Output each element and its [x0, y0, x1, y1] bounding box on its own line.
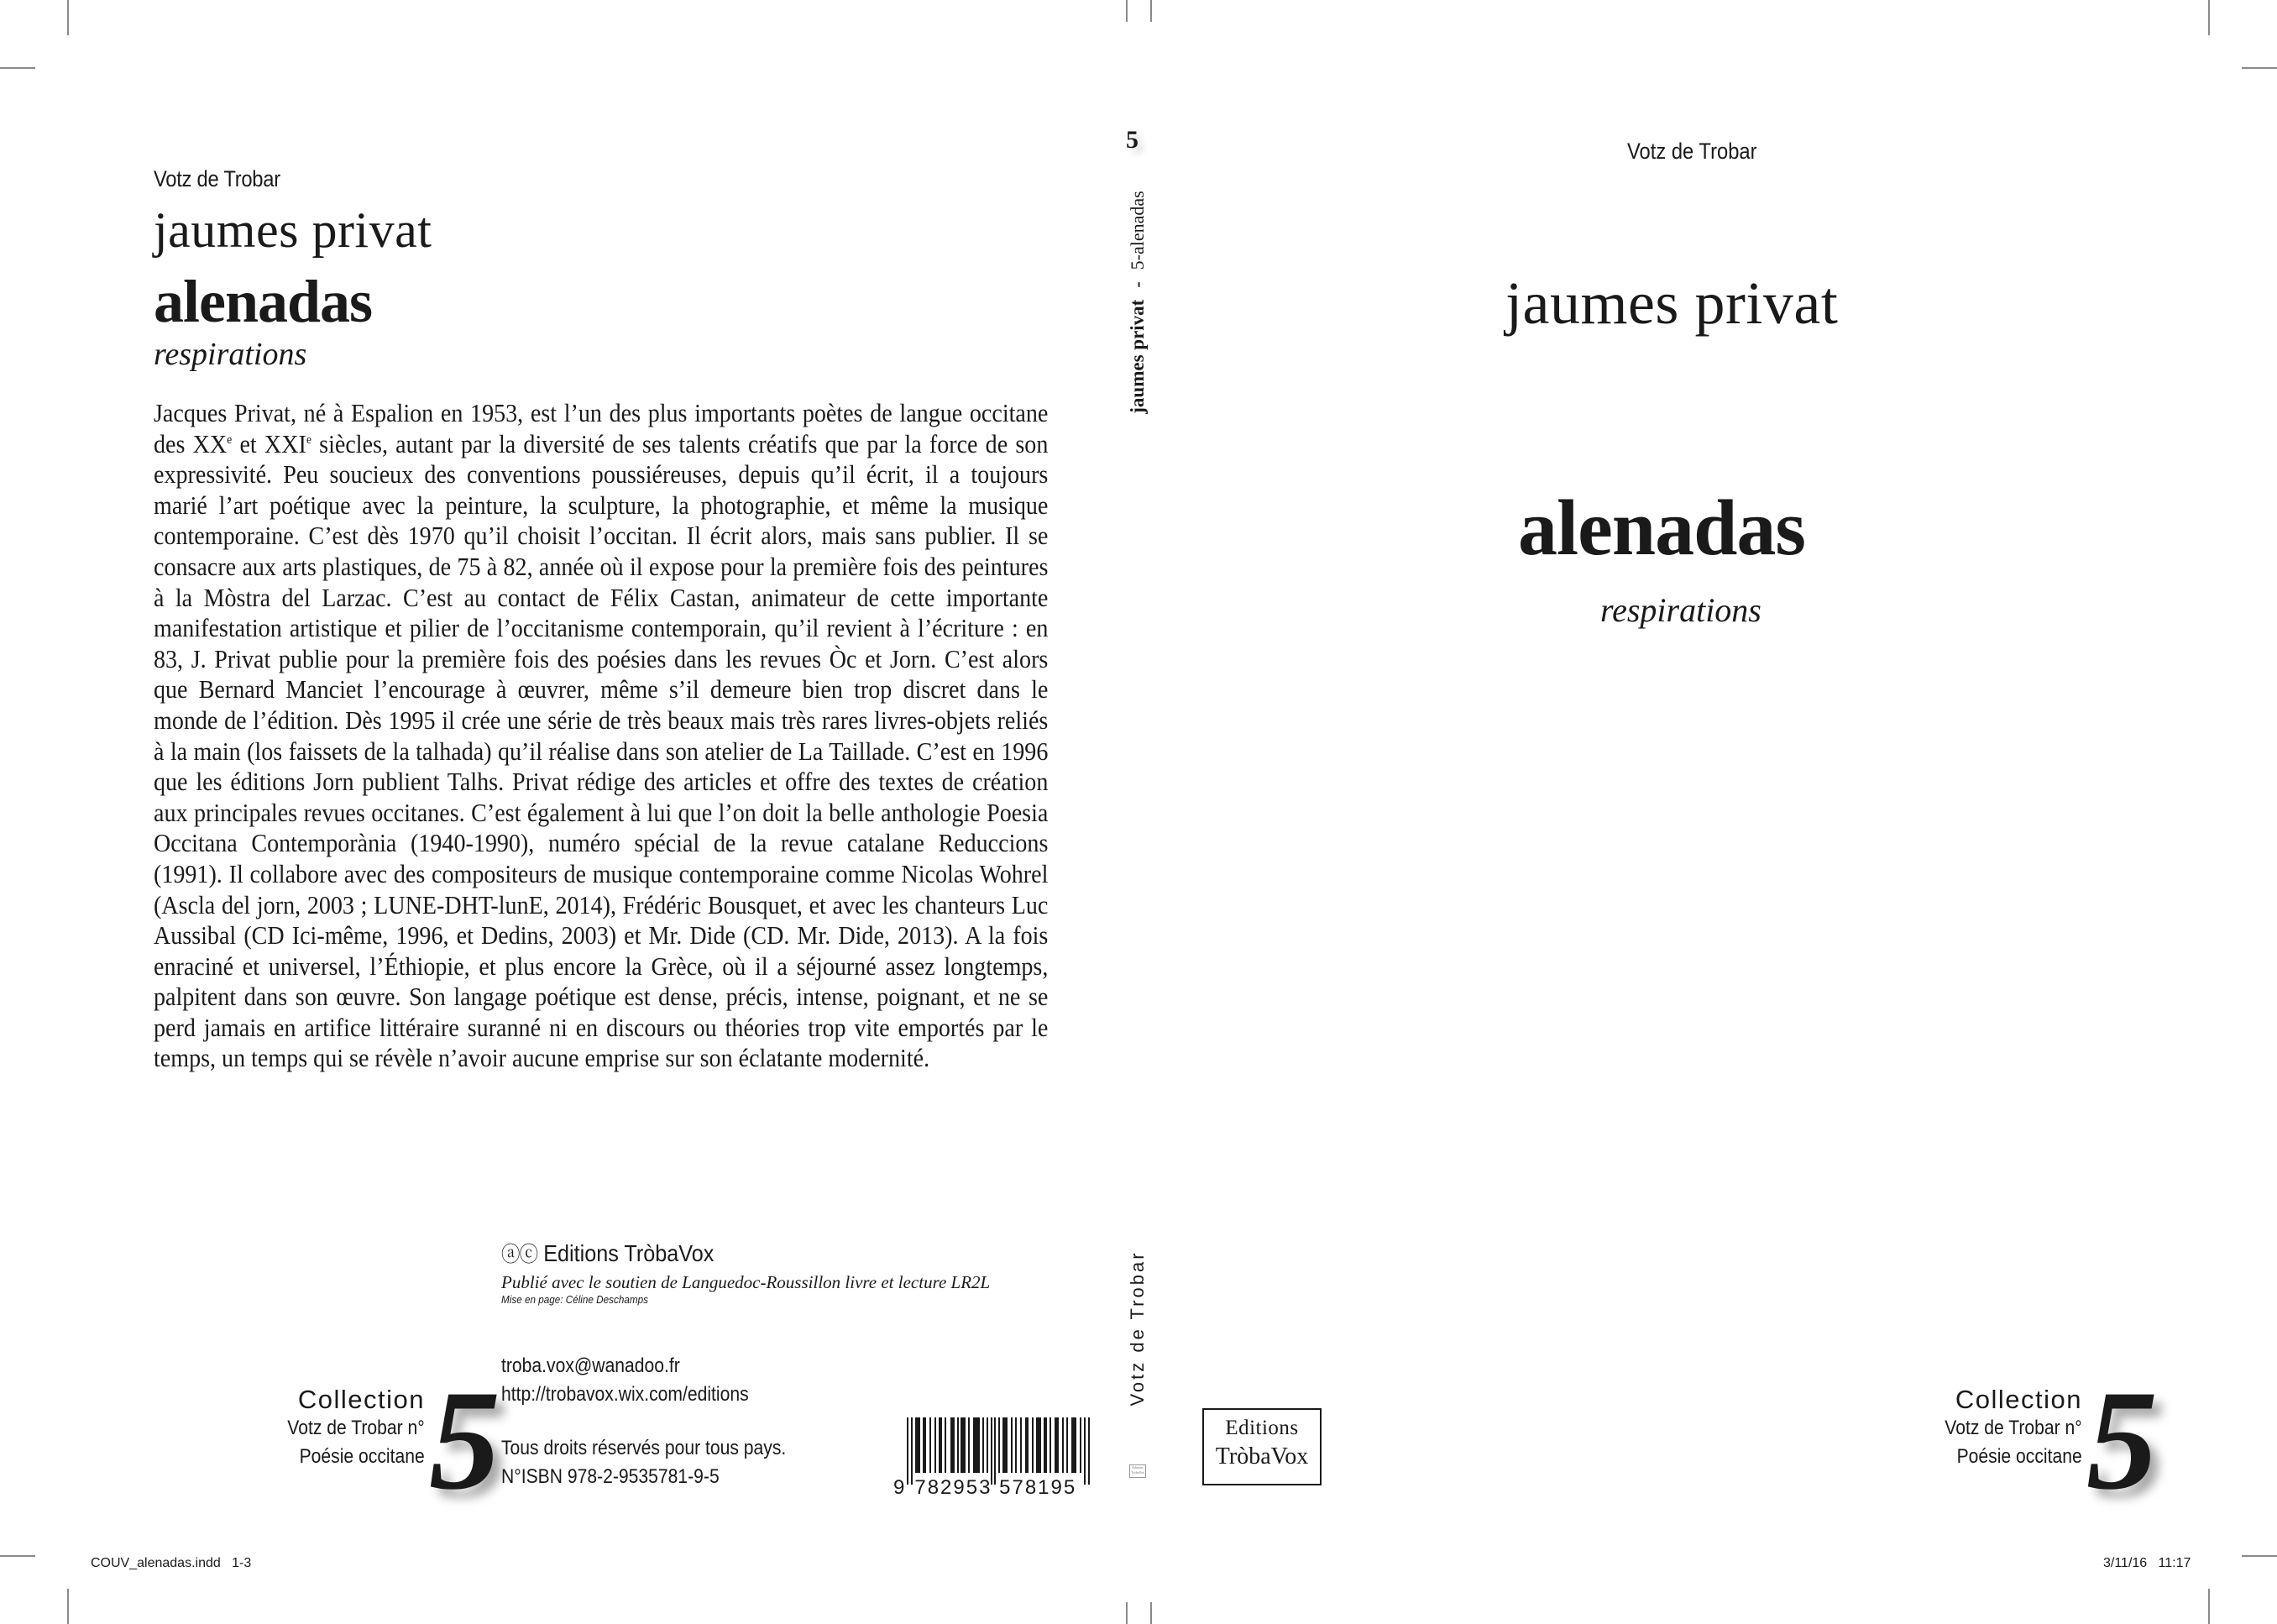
- copyleft-copyright-icon: ⓐⓒ: [501, 1244, 538, 1266]
- back-book-subtitle: respirations: [154, 337, 307, 372]
- collection-title: Collection: [297, 1385, 425, 1414]
- bio-text-part: et XXI: [232, 429, 306, 458]
- front-book-subtitle: respirations: [1600, 591, 1761, 629]
- collection-number: 5: [2086, 1361, 2158, 1519]
- crop-mark-bottom-left-horizontal: [0, 1555, 35, 1557]
- back-book-title: alenadas: [154, 268, 373, 335]
- spine-author: jaumes privat: [1127, 299, 1148, 414]
- author-biography: [154, 398, 1048, 1074]
- crop-mark-top-right-vertical: [2208, 0, 2210, 35]
- crop-mark-top-right-horizontal: [2242, 67, 2277, 69]
- back-series-label: Votz de Trobar: [154, 166, 280, 191]
- bio-text-part: siècles, autant par la diversité de ses talents créatifs que par la force de son expressivité. Peu soucieux des conventions poussiéreuses, depuis qu’il écrit, il a toujours marié l’art poétique avec la peinture, la sculpture, la photographie, et même la musique contemporaine. C’est dès 1970 qu’il choisit l’occitan. Il écrit alors, mais sans publier. Il se consacre aux arts plastiques, de 75 à 82, année où il expose pour la première fois des peintures à la Mòstra del Larzac. C’est au contact de Félix Castan, animateur de cette importante manifestation artistique et pilier de l’occitanisme contemporain, qu’il revient à l’écriture : en 83, J. Privat publie pour la première fois des poésies dans les revues Òc et Jorn. C’est alors que Bernard Manciet l’encourage à œuvrer, même s’il demeure bien trop discret dans le monde de l’édition. Dès 1995 il crée une série de très beaux mais très rares livres-objets reliés à la main (los faissets de la talhada) qu’il réalise dans son atelier de La Taillade. C’est en 1996 que les éditions Jorn publient Talhs. Privat rédige des articles et offre des textes de création aux principales revues occitanes. C’est également à lui que l’on doit la belle anthologie Poesia Occitana Contemporània (1940-1990), numéro spécial de la revue catalane Reduccions (1991). Il collabore avec des compositeurs de musique contemporaine comme Nicolas Wohrel (Ascla del jorn, 2003 ; LUNE-DHT-lunE, 2014), Frédéric Bousquet, et avec les chanteurs Luc Aussibal (CD Ici-même, 1996, et Dedins, 2003) et Mr. Dide (CD. Mr. Dide, 2013). A la fois enraciné et universel, l’Éthiopie, et plus encore la Grèce, où il a séjourné assez longtemps, palpitent dans son œuvre. Son langage poétique est dense, précis, intense, poignant, et ne se perd jamais en artifice littéraire suranné ni en discours ou théories trop vite emportés par le temps, un temps qui se révèle n’avoir aucune emprise sur son éclatante modernité.: [154, 429, 1049, 1073]
- bio-superscript: e: [306, 432, 311, 447]
- publisher-website[interactable]: http://trobavox.wix.com/editions: [501, 1383, 749, 1406]
- crop-mark-top-left-vertical: [67, 0, 69, 35]
- publisher-name: Editions TròbaVox: [543, 1240, 715, 1266]
- spine-separator: -: [1127, 281, 1148, 288]
- back-author-name: jaumes privat: [154, 202, 432, 258]
- front-series-label: Votz de Trobar: [1627, 139, 1757, 164]
- slug-timestamp: 3/11/16 11:17: [2103, 1556, 2191, 1570]
- crop-mark-bottom-right-horizontal: [2242, 1555, 2277, 1557]
- slug-file-name: COUV_alenadas.indd 1-3: [91, 1556, 252, 1570]
- collection-genre-line: Poésie occitane: [299, 1445, 425, 1468]
- crop-mark-top-left-horizontal: [0, 67, 35, 69]
- barcode-icon: [907, 1417, 1100, 1485]
- rights-notice: Tous droits réservés pour tous pays.: [501, 1437, 787, 1459]
- collection-title: Collection: [1955, 1385, 2082, 1414]
- publisher-email[interactable]: troba.vox@wanadoo.fr: [501, 1354, 680, 1377]
- collection-series-line: Votz de Trobar n°: [1945, 1417, 2082, 1439]
- support-credit: Publié avec le soutien de Languedoc-Roussillon livre et lecture LR2L: [501, 1272, 991, 1292]
- crop-mark-bottom-spine-left: [1126, 1602, 1128, 1624]
- spine-book-title: 5-alenadas: [1127, 191, 1148, 270]
- barcode-group-1: 782953: [914, 1476, 992, 1499]
- front-author-name: jaumes privat: [1505, 270, 1839, 337]
- front-book-title: alenadas: [1518, 485, 1805, 572]
- publisher-logo-line1: Editions: [1225, 1417, 1299, 1439]
- rights-block: [501, 1434, 786, 1491]
- spine-logo-line2: TròbaVox: [1131, 1470, 1144, 1475]
- layout-credit: Mise en page: Céline Deschamps: [501, 1293, 648, 1306]
- collection-series-line: Votz de Trobar n°: [287, 1417, 425, 1439]
- crop-mark-bottom-right-vertical: [2208, 1589, 2210, 1624]
- spine-logo-line1: Editions: [1132, 1465, 1144, 1469]
- bio-text-part: Jacques Privat, né à Espalion en 1953, est l’un des plus importants poètes de langue occitane des XX: [154, 399, 1049, 458]
- barcode-digits: [893, 1476, 1076, 1500]
- collection-text: [1926, 1386, 2082, 1471]
- collection-number: 5: [429, 1361, 500, 1519]
- bio-superscript: e: [227, 432, 233, 447]
- crop-mark-bottom-left-vertical: [67, 1589, 69, 1624]
- spine-title: [1127, 191, 1149, 413]
- collection-text: [269, 1386, 425, 1471]
- collection-genre-line: Poésie occitane: [1956, 1445, 2082, 1468]
- contact-block: [501, 1352, 749, 1409]
- publisher-logo-line2: TròbaVox: [1215, 1443, 1309, 1469]
- spine-series: Votz de Trobar: [1127, 1250, 1148, 1407]
- barcode-lead-digit: 9: [893, 1476, 907, 1499]
- publisher-logo: [1202, 1408, 1322, 1485]
- collection-badge-back: [198, 1361, 500, 1545]
- collection-badge-front: [1856, 1361, 2158, 1545]
- spine-publisher-logo-icon: [1129, 1464, 1146, 1478]
- publisher-credit: [501, 1238, 714, 1268]
- spine-volume-number: 5: [1126, 126, 1138, 154]
- isbn-number: N°ISBN 978-2-9535781-9-5: [501, 1465, 720, 1488]
- crop-mark-bottom-spine-right: [1150, 1602, 1152, 1624]
- barcode-group-2: 578195: [999, 1476, 1077, 1499]
- crop-mark-top-spine-right: [1150, 0, 1152, 22]
- crop-mark-top-spine-left: [1126, 0, 1128, 22]
